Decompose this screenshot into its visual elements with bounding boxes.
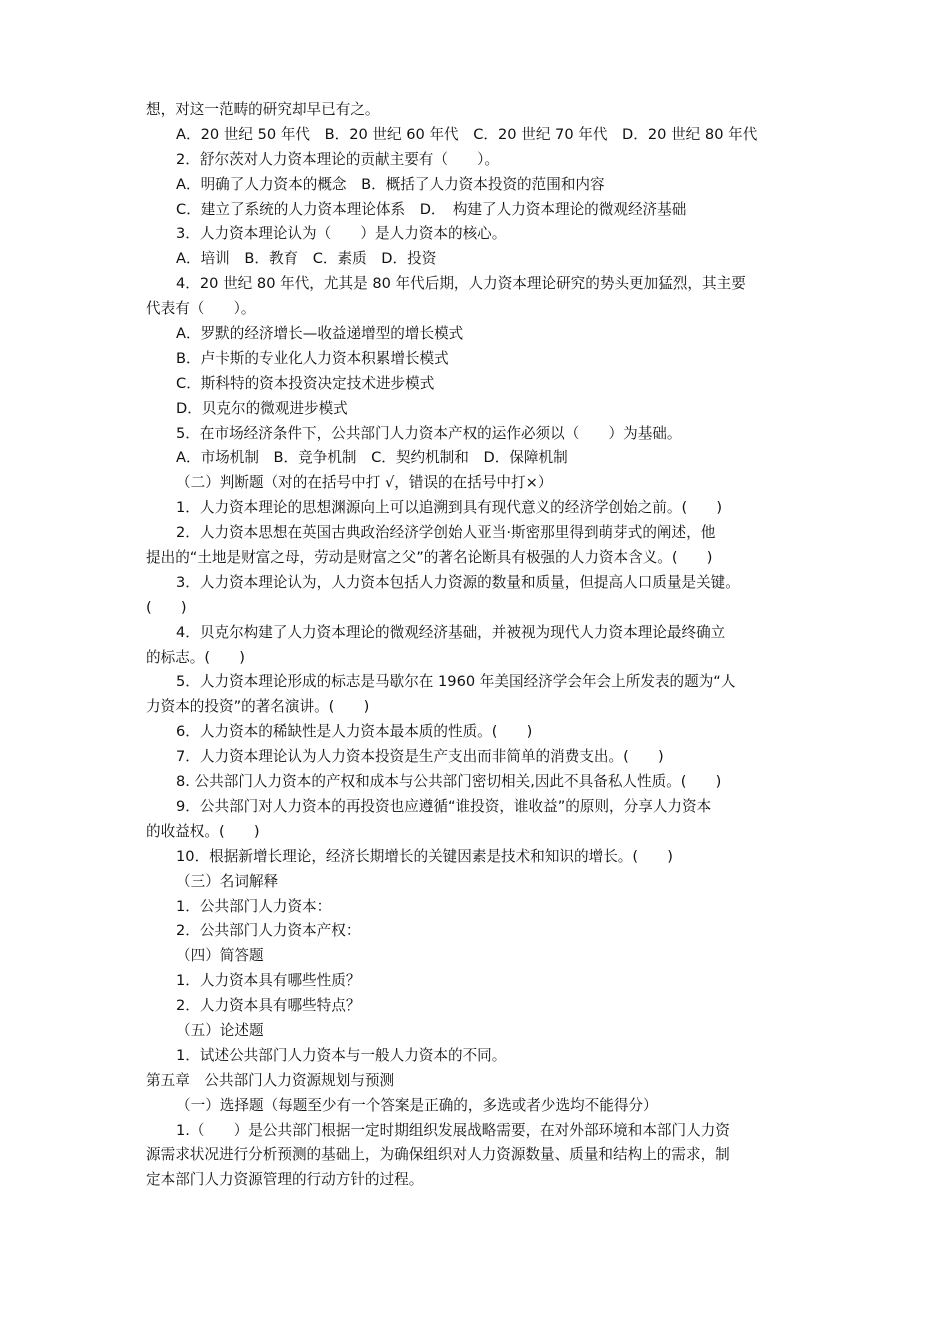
- question: 2．人力资本具有哪些特点？: [176, 997, 361, 1015]
- question: 1．公共部门人力资本：: [176, 897, 332, 915]
- question: 1．人力资本具有哪些性质？: [176, 972, 361, 990]
- choice-options: A．明确了人力资本的概念 B．概括了人力资本投资的范围和内容: [176, 175, 605, 193]
- document-body: [146, 98, 812, 1193]
- question: 4．20 世纪 80 年代，尤其是 80 年代后期，人力资本理论研究的势头更加猛烈，其主要: [176, 275, 746, 293]
- section-heading: （三）名词解释: [176, 872, 279, 890]
- question: 5．人力资本理论形成的标志是马歇尔在 1960 年美国经济学会年会上所发表的题为“人: [176, 673, 736, 691]
- question: 2．公共部门人力资本产权：: [176, 922, 361, 940]
- question: 10．根据新增长理论，经济长期增长的关键因素是技术和知识的增长。( ): [176, 847, 673, 865]
- choice-options: A．20 世纪 50 年代 B．20 世纪 60 年代 C．20 世纪 70 年代 D．20 世纪 80 年代: [176, 125, 758, 143]
- question: 9．公共部门对人力资本的再投资也应遵循“谁投资，谁收益”的原则，分享人力资本: [176, 797, 712, 815]
- question: 1．人力资本理论的思想渊源向上可以追溯到具有现代意义的经济学创始之前。( ): [176, 499, 723, 517]
- text-line: 源需求状况进行分析预测的基础上，为确保组织对人力资源数量、质量和结构上的需求，制: [146, 1146, 730, 1164]
- text-line: 定本部门人力资源管理的行动方针的过程。: [146, 1171, 424, 1189]
- question: 3．人力资本理论认为（ ）是人力资本的核心。: [176, 225, 507, 243]
- choice-options: A．培训 B．教育 C．素质 D．投资: [176, 250, 437, 268]
- question: 8. 公共部门人力资本的产权和成本与公共部门密切相关,因此不具备私人性质。( ): [176, 773, 722, 791]
- section-heading: （一）选择题（每题至少有一个答案是正确的，多选或者少选均不能得分）: [176, 1096, 658, 1114]
- choice-options: A．市场机制 B．竞争机制 C．契约机制和 D．保障机制: [176, 449, 568, 467]
- question: 2．人力资本思想在英国古典政治经济学创始人亚当·斯密那里得到萌芽式的阐述，他: [176, 524, 716, 542]
- chapter-heading: 第五章 公共部门人力资源规划与预测: [146, 1071, 395, 1089]
- text-line: 的标志。( ): [146, 648, 245, 666]
- text-line: 代表有（ ）。: [146, 300, 256, 318]
- question: 1.（ ）是公共部门根据一定时期组织发展战略需要，在对外部环境和本部门人力资: [176, 1121, 730, 1139]
- question: 7．人力资本理论认为人力资本投资是生产支出而非简单的消费支出。( ): [176, 748, 664, 766]
- choice-option: B．卢卡斯的专业化人力资本积累增长模式: [176, 349, 449, 367]
- section-heading: （五）论述题: [176, 1021, 264, 1039]
- section-heading: （四）简答题: [176, 947, 264, 965]
- choice-options: C．建立了系统的人力资本理论体系 D． 构建了人力资本理论的微观经济基础: [176, 200, 687, 218]
- question: 4．贝克尔构建了人力资本理论的微观经济基础，并被视为现代人力资本理论最终确立: [176, 623, 726, 641]
- question: 2．舒尔茨对人力资本理论的贡献主要有（ ）。: [176, 150, 500, 168]
- question: 5．在市场经济条件下，公共部门人力资本产权的运作必须以（ ）为基础。: [176, 424, 682, 442]
- question: 1．试述公共部门人力资本与一般人力资本的不同。: [176, 1046, 507, 1064]
- choice-option: D．贝克尔的微观进步模式: [176, 399, 348, 417]
- question: 3．人力资本理论认为，人力资本包括人力资源的数量和质量，但提高人口质量是关键。: [176, 573, 740, 591]
- choice-option: A．罗默的经济增长—收益递增型的增长模式: [176, 325, 464, 343]
- text-line: 的收益权。( ): [146, 822, 260, 840]
- text-line: 力资本的投资”的著名演讲。( ): [146, 698, 370, 716]
- text-line: 想，对这一范畴的研究却早已有之。: [146, 101, 380, 118]
- question: 6．人力资本的稀缺性是人力资本最本质的性质。( ): [176, 723, 533, 741]
- choice-option: C．斯科特的资本投资决定技术进步模式: [176, 374, 435, 392]
- section-heading: （二）判断题（对的在括号中打 √，错误的在括号中打×）: [176, 474, 553, 492]
- text-line: 提出的“土地是财富之母，劳动是财富之父”的著名论断具有极强的人力资本含义。( ): [146, 549, 713, 567]
- text-line: ( ): [146, 598, 187, 616]
